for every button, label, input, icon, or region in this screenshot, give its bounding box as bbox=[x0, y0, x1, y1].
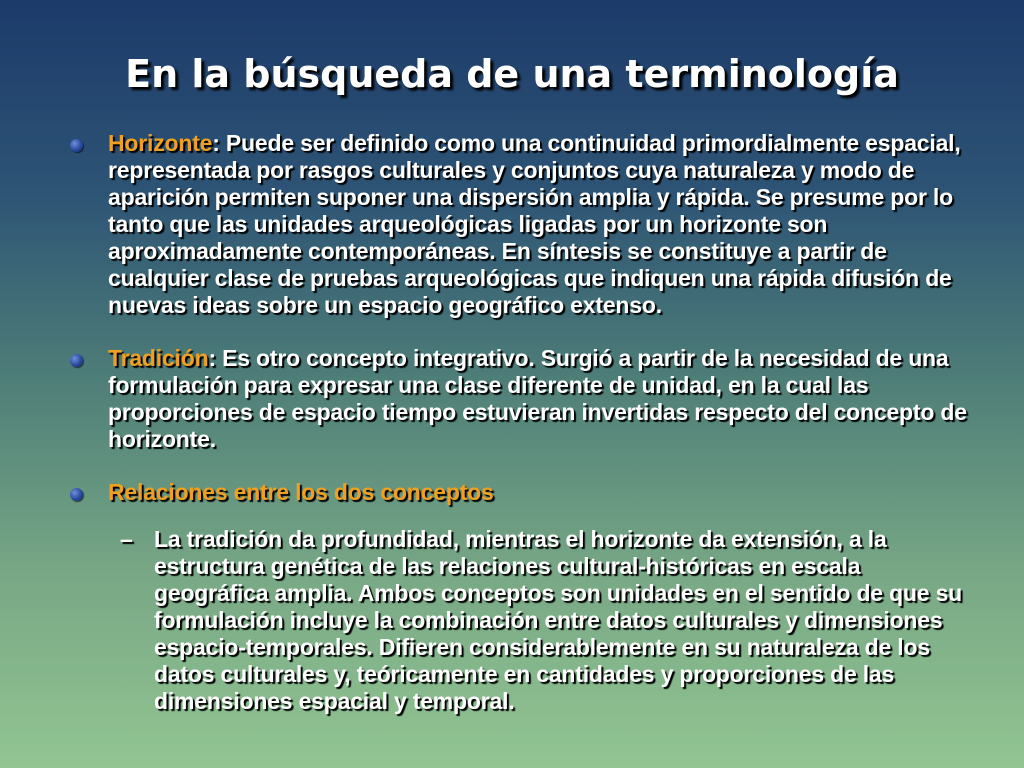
bullet-dot-icon bbox=[70, 354, 83, 367]
bullet-horizonte bbox=[70, 130, 970, 319]
bullet-dot-icon bbox=[70, 488, 83, 501]
bullet-relaciones bbox=[70, 479, 970, 506]
term-separator: : bbox=[212, 130, 220, 156]
bullet-dot-icon bbox=[70, 139, 83, 152]
definition-horizonte: Puede ser definido como una continuidad primordialmente espacial, representada por rasgos culturales y conjuntos cuya naturaleza y modo de aparición permiten suponer una dispersión amplia y rápida. Se presume por lo tanto que las unidades arqueológicas ligadas por un horizonte son aproximadamente contemporáneas. En síntesis se constituye a partir de cualquier clase de pruebas arqueológicas que indiquen una rápida difusión de nuevas ideas sobre un espacio geográfico extenso. bbox=[108, 130, 961, 318]
bullet-tradicion bbox=[70, 345, 970, 453]
term-relaciones: Relaciones entre los dos conceptos bbox=[108, 479, 494, 505]
term-separator: : bbox=[208, 345, 216, 371]
sub-bullet-relaciones bbox=[70, 526, 970, 715]
sub-bullet-text: La tradición da profundidad, mientras el horizonte da extensión, a la estructura genética de las relaciones cultural-históricas en escala geográfica amplia. Ambos conceptos son unidades en el sentido de que su formulación incluye la combinación entre datos culturales y dimensiones espacio-temporales. Difieren considerablemente en su naturaleza de los datos culturales y, teóricamente en cantidades y proporciones de las dimensiones espacial y temporal. bbox=[154, 526, 963, 714]
term-tradicion: Tradición bbox=[108, 345, 209, 371]
slide-title: En la búsqueda de una terminología bbox=[125, 52, 899, 96]
term-horizonte: Horizonte bbox=[108, 130, 213, 156]
slide-content bbox=[70, 130, 970, 715]
definition-tradicion: Es otro concepto integrativo. Surgió a partir de la necesidad de una formulación para expresar una clase diferente de unidad, en la cual las proporciones de espacio tiempo estuvieran invertidas respecto del concepto de horizonte. bbox=[108, 345, 967, 452]
dash-marker-icon: – bbox=[120, 526, 133, 552]
